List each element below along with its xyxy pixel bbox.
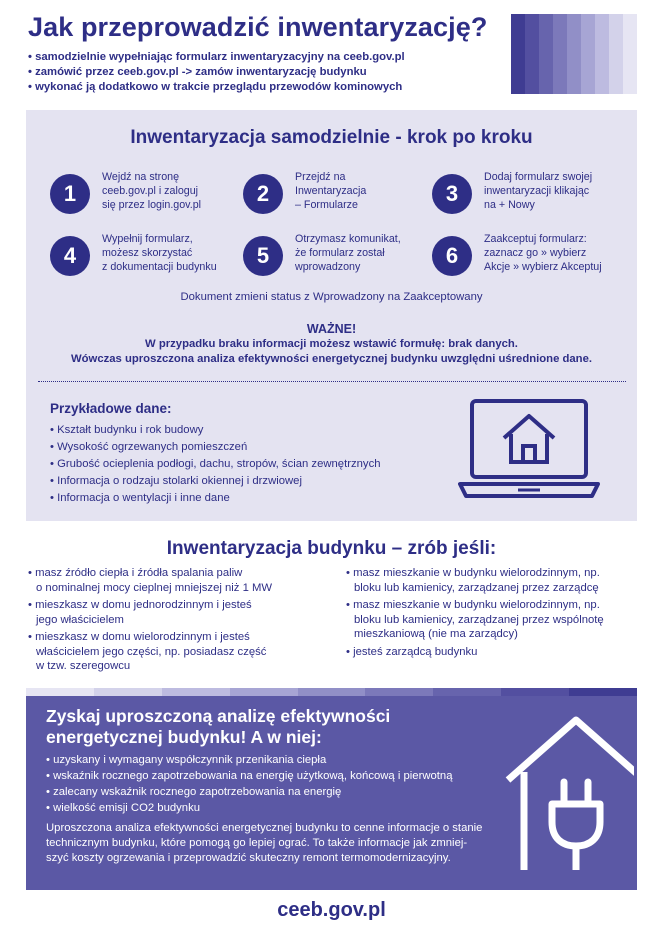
stripe (433, 688, 501, 696)
step-6 (432, 233, 622, 286)
list-item (28, 598, 328, 627)
stripe (525, 14, 539, 94)
examples-title: Przykładowe dane: (50, 401, 172, 416)
list-item: • zalecany wskaźnik rocznego zapotrzebowania na energię (46, 784, 452, 800)
analysis-paragraph (46, 821, 516, 866)
list-item (346, 566, 646, 595)
house-plug-icon (504, 710, 634, 870)
line: bloku lub kamienicy, zarządzanej przez wspólnotę (354, 613, 604, 626)
list-item (28, 566, 328, 595)
line: jesteś zarządcą budynku (353, 645, 478, 658)
examples-list (50, 422, 381, 507)
step-line: Dodaj formularz swojej (484, 171, 593, 183)
header-stripes-decoration (511, 14, 637, 94)
line: w tzw. szeregowcu (36, 660, 131, 672)
line: o nominalnej mocy cieplnej mniejszej niż 1 MW (36, 581, 273, 594)
step-text (102, 232, 252, 274)
paragraph-line: Uproszczona analiza efektywności energetycznej budynku to cenne informacje o stanie (46, 822, 483, 834)
stripe (623, 14, 637, 94)
line: masz mieszkanie w budynku wielorodzinnym, np. (353, 567, 600, 579)
order-list-left (28, 566, 328, 677)
stripe (298, 688, 366, 696)
stripe (365, 688, 433, 696)
list-item (28, 630, 328, 674)
step-line: Otrzymasz komunikat, (295, 233, 401, 245)
line: mieszkasz w domu jednorodzinnym i jesteś (35, 599, 252, 611)
stripe (511, 14, 525, 94)
stripe (581, 14, 595, 94)
step-number: 3 (432, 174, 472, 214)
stripe (569, 688, 637, 696)
stripe (553, 14, 567, 94)
important-line: W przypadku braku informacji możesz wstawić formułę: brak danych. (145, 338, 518, 350)
step-number: 5 (243, 236, 283, 276)
important-line: Wówczas uproszczona analiza efektywności energetycznej budynku uwzględni uśrednione dane. (70, 353, 593, 365)
line: masz źródło ciepła i źródła spalania paliw (35, 567, 243, 579)
step-line: zaznacz go » wybierz (484, 247, 587, 259)
list-item: • Informacja o wentylacji i inne dane (50, 490, 381, 507)
step-line: że formularz został (295, 247, 385, 259)
step-line: na + Nowy (484, 199, 535, 211)
step-line: Wejdź na stronę (102, 171, 180, 183)
list-item (346, 598, 646, 642)
stripe (609, 14, 623, 94)
list-item: • Grubość ocieplenia podłogi, dachu, stropów, ścian zewnętrznych (50, 456, 381, 473)
paragraph-line: szyć koszty ogrzewania i przeprowadzić skuteczny remont termomodernizacyjny. (46, 852, 451, 864)
list-item: • wskaźnik rocznego zapotrzebowania na energię użytkową, końcową i pierwotną (46, 768, 452, 784)
line: masz mieszkanie w budynku wielorodzinnym, np. (353, 599, 600, 611)
step-line: Zaakceptuj formularz: (484, 233, 587, 245)
page-title: Jak przeprowadzić inwentaryzację? (28, 12, 488, 42)
step-2 (243, 171, 433, 224)
step-number: 1 (50, 174, 90, 214)
title-line: energetycznej budynku! A w niej: (46, 727, 322, 747)
line: mieszkaniową (nie ma zarządcy) (354, 628, 518, 640)
order-list-right (346, 566, 646, 662)
laptop-house-icon (458, 398, 600, 502)
analysis-title (46, 706, 446, 748)
step-line: się przez login.gov.pl (102, 199, 202, 211)
step-line: możesz skorzystać (102, 247, 193, 259)
paragraph-line: technicznym budynku, które pomogą go lepiej ograć. To także informacje jak zmniej- (46, 837, 468, 849)
step-line: z dokumentacji budynku (102, 261, 217, 273)
bottom-stripes-decoration (26, 688, 637, 696)
steps-panel (26, 110, 637, 521)
important-heading: WAŻNE! (306, 322, 357, 336)
intro-item: • wykonać ją dodatkowo w trakcie przeglądu przewodów kominowych (28, 80, 498, 95)
analysis-list (46, 752, 452, 816)
step-line: Wypełnij formularz, (102, 233, 193, 245)
list-item (346, 645, 646, 660)
list-item: • Wysokość ogrzewanych pomieszczeń (50, 439, 381, 456)
intro-list (28, 50, 498, 95)
step-text (295, 232, 445, 274)
intro-item: • samodzielnie wypełniając formularz inwentaryzacyjny na ceeb.gov.pl (28, 50, 498, 65)
step-line: ceeb.gov.pl i zaloguj (102, 185, 199, 197)
title-line: Zyskaj uproszczoną analizę efektywności (46, 706, 391, 726)
line: bloku lub kamienicy, zarządzanej przez zarządcę (354, 581, 599, 594)
step-number: 6 (432, 236, 472, 276)
stripe (230, 688, 298, 696)
step-1 (50, 171, 240, 224)
step-4 (50, 233, 240, 286)
list-item: • uzyskany i wymagany współczynnik przenikania ciepła (46, 752, 452, 768)
intro-item: • zamówić przez ceeb.gov.pl -> zamów inwentaryzację budynku (28, 65, 498, 80)
step-text (484, 232, 634, 274)
stripe (567, 14, 581, 94)
stripe (501, 688, 569, 696)
step-text (295, 170, 445, 212)
step-number: 2 (243, 174, 283, 214)
step-line: wprowadzony (295, 261, 361, 273)
stripe (26, 688, 94, 696)
list-item: • Kształt budynku i rok budowy (50, 422, 381, 439)
line: mieszkasz w domu wielorodzinnym i jesteś (35, 631, 250, 643)
line: właścicielem jego części, np. posiadasz część (36, 645, 267, 658)
step-line: Akcje » wybierz Akceptuj (484, 261, 602, 273)
list-item: • Informacja o rodzaju stolarki okiennej i drzwiowej (50, 473, 381, 490)
dotted-divider (38, 381, 626, 382)
step-number: 4 (50, 236, 90, 276)
line: jego właścicielem (36, 613, 124, 626)
stripe (94, 688, 162, 696)
step-line: Inwentaryzacja (295, 185, 367, 197)
step-line: inwentaryzacji klikając (484, 185, 590, 197)
stripe (539, 14, 553, 94)
stripe (162, 688, 230, 696)
step-3 (432, 171, 622, 224)
stripe (595, 14, 609, 94)
list-item: • wielkość emisji CO2 budynku (46, 800, 452, 816)
step-line: – Formularze (295, 199, 358, 211)
step-line: Przejdź na (295, 171, 346, 183)
step-text (102, 170, 252, 212)
step-5 (243, 233, 433, 286)
step-text (484, 170, 634, 212)
footer-url[interactable]: ceeb.gov.pl (277, 899, 386, 921)
steps-title: Inwentaryzacja samodzielnie - krok po kroku (130, 127, 533, 148)
analysis-panel (26, 696, 637, 890)
order-section-title: Inwentaryzacja budynku – zrób jeśli: (166, 538, 497, 559)
status-note: Dokument zmieni status z Wprowadzony na Zaakceptowany (180, 291, 483, 303)
